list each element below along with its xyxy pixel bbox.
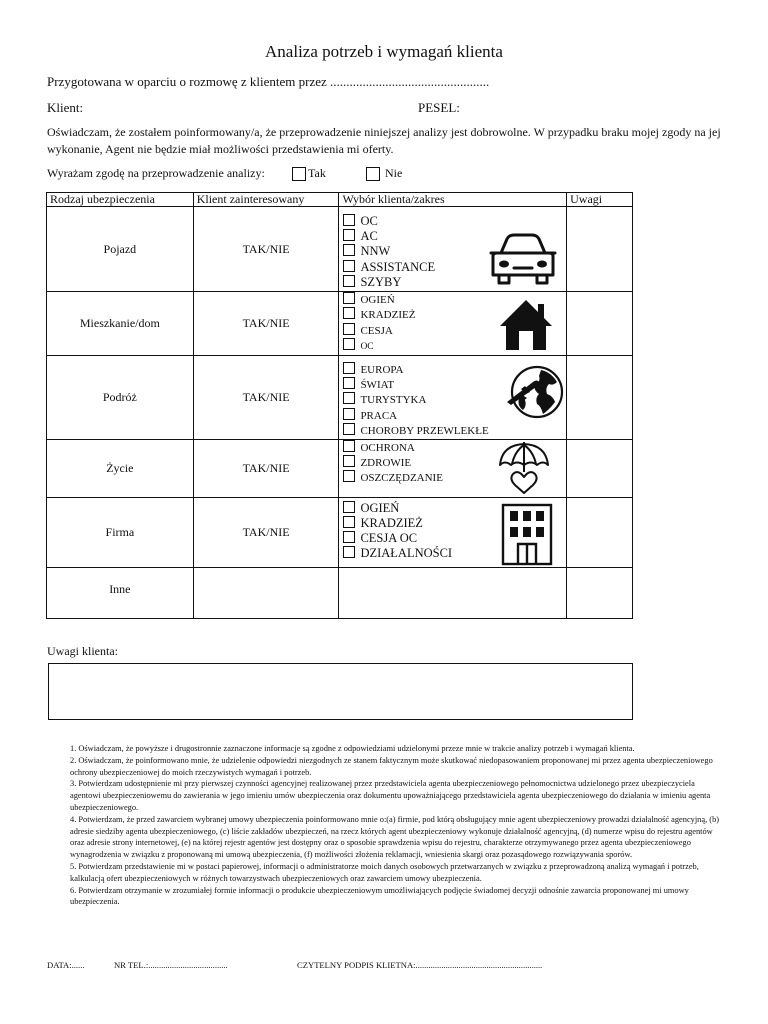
row-options: [339, 355, 567, 439]
row-interest[interactable]: TAK/NIE: [193, 439, 339, 497]
option-label: EUROPA: [360, 363, 404, 376]
option-label: CHOROBY PRZEWLEKŁE: [360, 425, 489, 438]
option-item[interactable]: [339, 423, 566, 438]
option-label: ŚWIAT: [360, 379, 395, 392]
client-notes-field[interactable]: [48, 663, 633, 720]
table-row: [47, 567, 633, 618]
umbrella-heart-icon: [497, 441, 551, 497]
option-item[interactable]: [339, 214, 566, 229]
car-icon: [487, 231, 559, 287]
option-checkbox[interactable]: [343, 362, 355, 374]
table-row: [47, 497, 633, 567]
prepared-by-line: Przygotowana w oparciu o rozmowę z klientem przez .................................................: [47, 74, 490, 89]
row-interest[interactable]: TAK/NIE: [193, 292, 339, 356]
table-row: [47, 355, 633, 439]
consent-row: [47, 166, 265, 181]
option-checkbox[interactable]: [343, 516, 355, 528]
row-notes-cell[interactable]: [567, 497, 633, 567]
row-options: [339, 292, 567, 356]
row-options: [339, 497, 567, 567]
statement-item: 2. Oświadczam, że poinformowano mnie, że udzielenie odpowiedzi niezgodnych ze stanem faktycznym może skutkować niedopasowaniem proponowanej mi przez agenta ubezpieczeniowego ochrony ubezpieczeniowej do moich rzeczywistych wymagań i potrzeb.: [70, 755, 713, 777]
table-row: [47, 292, 633, 356]
option-label: TURYSTYKA: [360, 394, 427, 407]
header-type: Rodzaj ubezpieczenia: [47, 193, 194, 207]
statement-item: 6. Potwierdzam otrzymanie w zrozumiałej formie informacji o produkcie ubezpieczeniowym umożliwiających podjęcie świadomej decyzji odnośnie zawarcia proponowanej mi umowy ubezpieczenia.: [70, 885, 689, 907]
row-interest[interactable]: TAK/NIE: [193, 207, 339, 292]
consent-label: Wyrażam zgodę na przeprowadzenie analizy:: [47, 166, 265, 180]
option-checkbox[interactable]: [343, 531, 355, 543]
option-checkbox[interactable]: [343, 307, 355, 319]
row-interest[interactable]: TAK/NIE: [193, 497, 339, 567]
option-checkbox[interactable]: [343, 392, 355, 404]
consent-yes-label: Tak: [308, 166, 326, 180]
row-interest[interactable]: [193, 567, 339, 618]
option-label: SZYBY: [360, 274, 402, 289]
option-label: KRADZIEŻ: [360, 515, 423, 530]
header-notes: Uwagi: [567, 193, 633, 207]
row-type: Inne: [47, 567, 194, 618]
option-checkbox[interactable]: [343, 214, 355, 226]
statement-item: 3. Potwierdzam udostępnienie mi przy pierwszej czynności agencyjnej realizowanej przez przedstawiciela agenta ubezpieczeniowego pełnomocnictwa udzielonego przez ubezpieczyciela agentowi ubezpieczeniowemu do zawierania w jego imieniu umów ubezpieczenia oraz dokumentu upoważniającego przedstawiciela agenta ubezpieczeniowego do działania w imieniu agenta ubezpieczeniowego.: [70, 779, 711, 812]
page-title: Analiza potrzeb i wymagań klienta: [265, 42, 503, 61]
row-notes-cell[interactable]: [567, 439, 633, 497]
date-field[interactable]: DATA:......: [47, 960, 85, 970]
option-label: OC: [360, 214, 378, 228]
option-checkbox[interactable]: [343, 440, 355, 452]
option-checkbox[interactable]: [343, 470, 355, 482]
option-checkbox[interactable]: [343, 244, 355, 256]
row-type: Mieszkanie/dom: [47, 292, 194, 356]
statements-list: [70, 743, 720, 908]
consent-no-label: Nie: [385, 166, 403, 180]
table-header-row: [47, 193, 633, 207]
option-checkbox[interactable]: [343, 338, 355, 350]
row-type: Firma: [47, 497, 194, 567]
option-label: OGIEŃ: [360, 294, 395, 306]
header-interest: Klient zainteresowany: [193, 193, 339, 207]
house-icon: [497, 298, 555, 352]
phone-field[interactable]: NR TEL.:.....................................: [114, 960, 228, 970]
option-label: AC: [360, 229, 378, 244]
option-label: ASSISTANCE: [360, 259, 436, 274]
pesel-label: PESEL:: [418, 100, 460, 115]
option-checkbox[interactable]: [343, 260, 355, 272]
building-icon: [499, 502, 555, 566]
option-label: ZDROWIE: [360, 457, 412, 470]
row-type: Pojazd: [47, 207, 194, 292]
option-checkbox[interactable]: [343, 323, 355, 335]
client-notes-label: Uwagi klienta:: [47, 644, 118, 658]
statement-item: 4. Potwierdzam, że przed zawarciem wybranej umowy ubezpieczenia poinformowano mnie o:(a) firmie, pod którą obsługujący mnie agent ubezpieczeniowy prowadzi działalność agencyjną, (b) adresie siedziby agenta ubezpieczeniowego, (c) liście zakładów ubezpieczeń, na rzecz których agent ubezpieczeniowy wykonuje działalność agencyjną, (d) numerze wpisu do rejestru agentów oraz adresie strony internetowej, (e) na której rejestr agentów jest dostępny oraz o sposobie sprawdzenia wpisu do rejestru, charakterze otrzymywanego przez agenta ubezpieczeniowego wynagrodzenia w związku z proponowaną mi umową ubezpieczenia, (f) możliwości złożenia reklamacji, wniesienia skargi oraz pozasądowego rozwiązywania sporów.: [70, 814, 720, 860]
option-label: OCHRONA: [360, 441, 415, 454]
table-row: [47, 439, 633, 497]
globe-plane-icon: [503, 362, 567, 420]
client-label: Klient:: [47, 100, 84, 115]
option-label: OGIEŃ: [360, 500, 400, 515]
option-label: NNW: [360, 244, 391, 259]
row-notes-cell[interactable]: [567, 567, 633, 618]
option-label: CESJA OC: [360, 531, 418, 546]
option-label: DZIAŁALNOŚCI: [360, 546, 453, 561]
option-label: PRACA: [360, 409, 398, 422]
row-type: Podróż: [47, 355, 194, 439]
consent-no-checkbox[interactable]: [366, 167, 380, 181]
row-options: [339, 439, 567, 497]
statement-item: 5. Potwierdzam przedstawienie mi w postaci papierowej, informacji o administratorze moich danych osobowych przetwarzanych w związku z przeprowadzoną analizą wymagań i potrzeb, kalkulacją ofert ubezpieczeniowych w różnych towarzystwach ubezpieczeniowych oraz zawarciem umowy ubezpieczenia.: [70, 861, 699, 883]
row-type: Życie: [47, 439, 194, 497]
table-row: [47, 207, 633, 292]
insurance-table: [46, 192, 633, 619]
option-checkbox[interactable]: [343, 546, 355, 558]
option-checkbox[interactable]: [343, 292, 355, 304]
option-label: CESJA: [360, 324, 393, 337]
option-label: OC: [360, 342, 374, 353]
row-notes-cell[interactable]: [567, 292, 633, 356]
row-options: [339, 207, 567, 292]
signature-field[interactable]: CZYTELNY PODPIS KLIETNA:...........................................................: [297, 960, 543, 970]
row-interest[interactable]: TAK/NIE: [193, 355, 339, 439]
option-checkbox[interactable]: [343, 423, 355, 435]
declaration-text: Oświadczam, że zostałem poinformowany/a, że przeprowadzenie niniejszej analizy jest dobrowolne. W przypadku braku mojej zgody na jej wykonanie, Agent nie będzie miał możliwości przedstawienia mi oferty.: [47, 125, 721, 156]
option-checkbox[interactable]: [343, 377, 355, 389]
row-notes-cell[interactable]: [567, 207, 633, 292]
option-checkbox[interactable]: [343, 275, 355, 287]
option-label: KRADZIEŻ: [360, 309, 416, 322]
statement-item: 1. Oświadczam, że powyższe i drugostronnie zaznaczone informacje są zgodne z odpowiedziami udzielonymi przeze mnie w trakcie analizy potrzeb i wymagań klienta.: [70, 744, 635, 753]
option-label: OSZCZĘDZANIE: [360, 472, 443, 485]
option-checkbox[interactable]: [343, 455, 355, 467]
option-checkbox[interactable]: [343, 229, 355, 241]
option-checkbox[interactable]: [343, 501, 355, 513]
row-options[interactable]: [339, 567, 567, 618]
option-checkbox[interactable]: [343, 408, 355, 420]
consent-yes-checkbox[interactable]: [292, 167, 306, 181]
row-notes-cell[interactable]: [567, 355, 633, 439]
header-choice: Wybór klienta/zakres: [339, 193, 567, 207]
